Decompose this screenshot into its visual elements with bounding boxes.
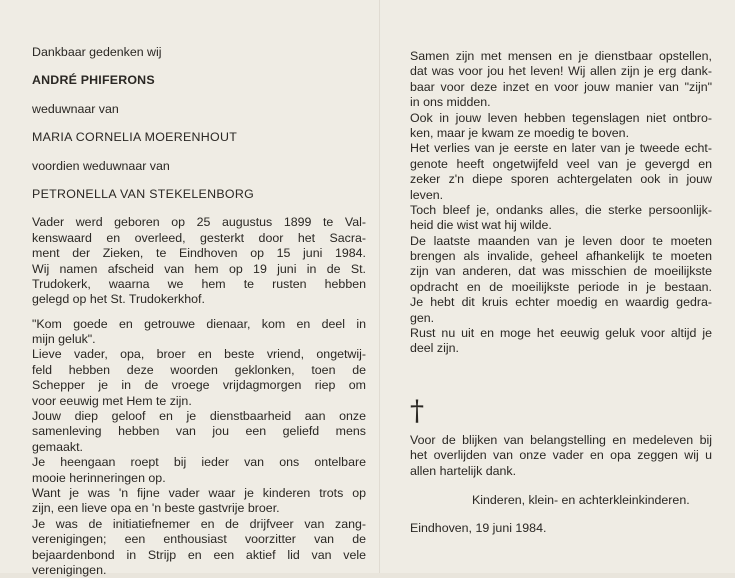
text-line: Samen zijn met mensen en je dienstbaar opstellen, [410,49,712,63]
text-line: zeker z'n diepe sporen achtergelaten ook in jouw [410,172,712,187]
text-line: Je was de initiatiefnemer en de drijfveer van zang- [32,516,366,531]
bio-paragraph [32,215,366,307]
thanks-line: allen hartelijk dank. [410,463,517,478]
text-line: Schepper je in de vroege vrijdagmorgen riep om [32,378,366,393]
right-page [410,49,712,537]
text-line: feld hebben deze woorden geklonken, toen de [32,362,366,377]
text-line: "Kom goede en getrouwe dienaar, kom en deel in [32,316,366,331]
text-line: in ons midden. [410,95,491,110]
widower-label: weduwnaar van [32,101,119,116]
text-line: samenleving hebben van jou een geliefd mens [32,424,366,439]
text-line: baar voor deze inzet en voor jouw manier van "zijn" [410,79,712,94]
bio-line: gelegd op het St. Trudokerkhof. [32,292,205,307]
bio-line: kenswaard en overleed, gesterkt door het Sacra- [32,230,366,245]
thanks-line: het overlijden van onze vader en opa zeggen wij u [410,448,712,463]
intro-text: Dankbaar gedenken wij [32,45,162,59]
text-line: leven. [410,187,444,202]
cross-icon: † [410,393,424,427]
previous-spouse-name: PETRONELLA VAN STEKELENBORG [32,186,255,201]
text-line: Rust nu uit en moge het eeuwig geluk voor altijd je [410,326,712,341]
text-line: gemaakt. [32,439,83,454]
text-line: Het verlies van je eerste en later van je tweede echt- [410,141,712,156]
text-line: bejaardenbond in Strijp en een aktief lid van vele [32,547,366,562]
text-line: gen. [410,310,435,325]
text-line: Je hebt dit kruis echter moedig en waardig gedra- [410,295,712,310]
text-line: verenigingen. [32,562,107,577]
text-line: voor eeuwig met Hem te zijn. [32,393,192,408]
text-line: verenigingen; een enthousiast voorzitter van de [32,532,366,547]
text-line: Lieve vader, opa, broer en beste vriend, ongetwij- [32,347,366,362]
previous-widower-label: voordien weduwnaar van [32,158,170,173]
place-date: Eindhoven, 19 juni 1984. [410,521,547,536]
text-line: mijn geluk". [32,332,96,347]
family-signature: Kinderen, klein- en achterkleinkinderen. [472,492,690,507]
text-line: Jouw diep geloof en je dienstbaarheid aan onze [32,409,366,424]
text-line: De laatste maanden van je leven door te moeten [410,233,712,248]
bio-line: Vader werd geboren op 25 augustus 1899 te Val- [32,215,366,230]
text-line: ken, maar je kwam ze moedig te boven. [410,125,630,140]
deceased-name: ANDRÉ PHIFERONS [32,73,155,88]
bio-line: Wij namen afscheid van hem op 19 juni in de St. [32,261,366,276]
thanks-line: Voor de blijken van belangstelling en medeleven bij [410,432,712,447]
text-line: deel zijn. [410,341,459,356]
text-line: Toch bleef je, ondanks alles, die sterke persoonlijk- [410,202,712,217]
card-fold [379,0,381,573]
thanks-paragraph [410,433,712,479]
text-line: Ook in jouw leven hebben tegenslagen niet ontbro- [410,110,712,125]
text-line: brengen als invalide, geheel afhankelijk te moeten [410,249,712,264]
text-line: zijn van anderen, dat was misschien de moeilijkste [410,264,712,279]
text-line: opdracht en de moeilijkste periode in je bestaan. [410,279,712,294]
left-page [32,45,366,578]
spouse-name: MARIA CORNELIA MOERENHOUT [32,130,238,145]
text-line: genote heeft ongetwijfeld veel van je gevergd en [410,156,712,171]
text-line: dat was voor jou het leven! Wij allen zijn je erg dank- [410,64,712,79]
bio-line: ment der Zieken, te Eindhoven op 15 juni 1984. [32,246,366,261]
tribute-text-left [32,317,366,578]
tribute-text-right [410,49,712,357]
text-line: zijn, een lieve opa en 'n beste gastvrije broer. [32,501,280,516]
text-line: mooie herinneringen op. [32,470,166,485]
bio-line: Trudokerk, waarna we hem te rusten hebben [32,276,366,291]
text-line: Want je was 'n fijne vader waar je kinderen trots op [32,485,366,500]
text-line: Je heengaan roept bij ieder van ons ontelbare [32,455,366,470]
text-line: heid die wist wat hij wilde. [410,218,552,233]
